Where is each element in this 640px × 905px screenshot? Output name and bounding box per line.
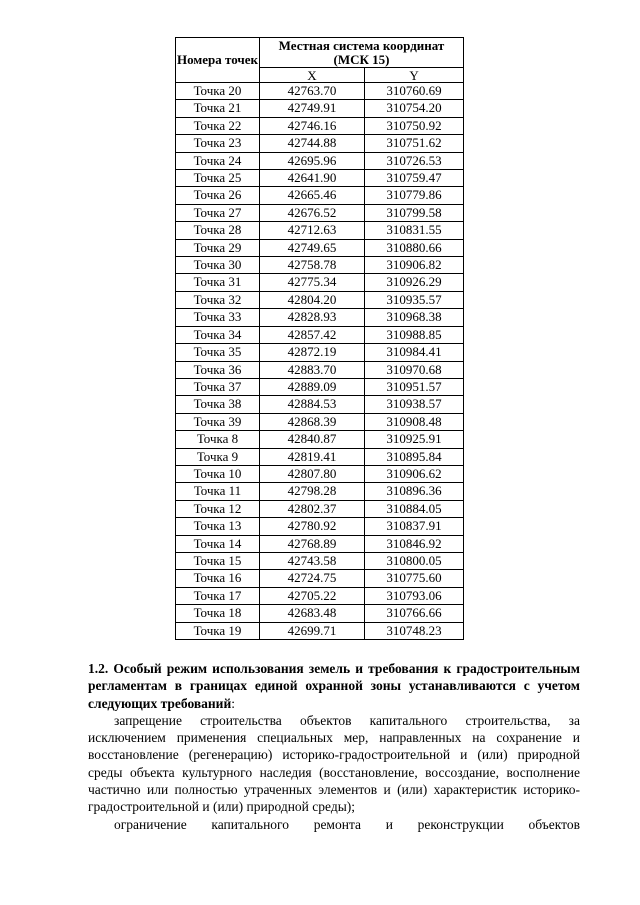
table-row: [176, 187, 464, 204]
y-coordinate-cell: 310759.47: [365, 170, 464, 187]
y-coordinate-cell: 310880.66: [365, 239, 464, 256]
point-name-cell: Точка 36: [176, 361, 260, 378]
header-y: Y: [365, 68, 464, 83]
y-coordinate-cell: 310766.66: [365, 605, 464, 622]
x-coordinate-cell: 42804.20: [260, 291, 365, 308]
table-row: [176, 413, 464, 430]
x-coordinate-cell: 42798.28: [260, 483, 365, 500]
point-name-cell: Точка 28: [176, 222, 260, 239]
table-row: [176, 83, 464, 100]
y-coordinate-cell: 310908.48: [365, 413, 464, 430]
point-name-cell: Точка 34: [176, 326, 260, 343]
x-coordinate-cell: 42780.92: [260, 518, 365, 535]
table-row: [176, 257, 464, 274]
table-row: [176, 587, 464, 604]
table-row: [176, 135, 464, 152]
table-row: [176, 239, 464, 256]
x-coordinate-cell: 42775.34: [260, 274, 365, 291]
x-coordinate-cell: 42641.90: [260, 170, 365, 187]
y-coordinate-cell: 310926.29: [365, 274, 464, 291]
x-coordinate-cell: 42857.42: [260, 326, 365, 343]
table-body: [176, 83, 464, 640]
y-coordinate-cell: 310895.84: [365, 448, 464, 465]
point-name-cell: Точка 39: [176, 413, 260, 430]
point-name-cell: Точка 9: [176, 448, 260, 465]
x-coordinate-cell: 42828.93: [260, 309, 365, 326]
table-row: [176, 500, 464, 517]
y-coordinate-cell: 310754.20: [365, 100, 464, 117]
coordinates-table: [175, 37, 464, 640]
table-row: [176, 361, 464, 378]
y-coordinate-cell: 310751.62: [365, 135, 464, 152]
point-name-cell: Точка 29: [176, 239, 260, 256]
y-coordinate-cell: 310925.91: [365, 431, 464, 448]
x-coordinate-cell: 42884.53: [260, 396, 365, 413]
y-coordinate-cell: 310726.53: [365, 152, 464, 169]
x-coordinate-cell: 42695.96: [260, 152, 365, 169]
x-coordinate-cell: 42676.52: [260, 204, 365, 221]
table-row: [176, 204, 464, 221]
table-row: [176, 152, 464, 169]
point-name-cell: Точка 37: [176, 378, 260, 395]
table-row: [176, 570, 464, 587]
x-coordinate-cell: 42840.87: [260, 431, 365, 448]
point-name-cell: Точка 14: [176, 535, 260, 552]
y-coordinate-cell: 310984.41: [365, 344, 464, 361]
table-row: [176, 100, 464, 117]
x-coordinate-cell: 42819.41: [260, 448, 365, 465]
point-name-cell: Точка 25: [176, 170, 260, 187]
x-coordinate-cell: 42665.46: [260, 187, 365, 204]
y-coordinate-cell: 310846.92: [365, 535, 464, 552]
point-name-cell: Точка 12: [176, 500, 260, 517]
point-name-cell: Точка 21: [176, 100, 260, 117]
x-coordinate-cell: 42868.39: [260, 413, 365, 430]
point-name-cell: Точка 17: [176, 587, 260, 604]
table-row: [176, 552, 464, 569]
point-name-cell: Точка 22: [176, 117, 260, 134]
x-coordinate-cell: 42744.88: [260, 135, 365, 152]
y-coordinate-cell: 310935.57: [365, 291, 464, 308]
header-point-numbers: Номера точек: [176, 38, 260, 83]
y-coordinate-cell: 310799.58: [365, 204, 464, 221]
x-coordinate-cell: 42768.89: [260, 535, 365, 552]
y-coordinate-cell: 310988.85: [365, 326, 464, 343]
point-name-cell: Точка 30: [176, 257, 260, 274]
point-name-cell: Точка 13: [176, 518, 260, 535]
table-row: [176, 448, 464, 465]
point-name-cell: Точка 24: [176, 152, 260, 169]
requirement-paragraph-1: запрещение строительства объектов капитального строительства, за исключением применения специальных мер, направленных на сохранение и восстановление (регенерацию) историко-градостроительной и (или) природной среды объекта культурного наследия (восстановление, воссоздание, восполнение частично или полностью утраченных элементов и (или) характеристик историко-градостроительной и (или) природной среды);: [88, 712, 580, 815]
y-coordinate-cell: 310831.55: [365, 222, 464, 239]
table-row: [176, 535, 464, 552]
x-coordinate-cell: 42724.75: [260, 570, 365, 587]
x-coordinate-cell: 42889.09: [260, 378, 365, 395]
x-coordinate-cell: 42699.71: [260, 622, 365, 639]
y-coordinate-cell: 310775.60: [365, 570, 464, 587]
table-row: [176, 622, 464, 639]
table-row: [176, 518, 464, 535]
x-coordinate-cell: 42802.37: [260, 500, 365, 517]
table-row: [176, 378, 464, 395]
point-name-cell: Точка 20: [176, 83, 260, 100]
table-row: [176, 396, 464, 413]
y-coordinate-cell: 310970.68: [365, 361, 464, 378]
section-heading-colon: :: [231, 695, 235, 711]
section-heading: [88, 660, 580, 712]
table-row: [176, 274, 464, 291]
y-coordinate-cell: 310906.62: [365, 465, 464, 482]
header-x: X: [260, 68, 365, 83]
table-row: [176, 222, 464, 239]
point-name-cell: Точка 26: [176, 187, 260, 204]
y-coordinate-cell: 310760.69: [365, 83, 464, 100]
y-coordinate-cell: 310793.06: [365, 587, 464, 604]
y-coordinate-cell: 310837.91: [365, 518, 464, 535]
table-row: [176, 326, 464, 343]
section-text: [88, 660, 580, 833]
x-coordinate-cell: 42683.48: [260, 605, 365, 622]
x-coordinate-cell: 42749.65: [260, 239, 365, 256]
y-coordinate-cell: 310951.57: [365, 378, 464, 395]
table-row: [176, 465, 464, 482]
section-heading-text: 1.2. Особый режим использования земель и требования к градостроительным регламентам в границах единой охранной зоны устанавливаются с учетом следующих требований: [88, 661, 580, 711]
x-coordinate-cell: 42746.16: [260, 117, 365, 134]
y-coordinate-cell: 310748.23: [365, 622, 464, 639]
y-coordinate-cell: 310896.36: [365, 483, 464, 500]
table-row: [176, 309, 464, 326]
x-coordinate-cell: 42807.80: [260, 465, 365, 482]
x-coordinate-cell: 42872.19: [260, 344, 365, 361]
x-coordinate-cell: 42883.70: [260, 361, 365, 378]
y-coordinate-cell: 310906.82: [365, 257, 464, 274]
point-name-cell: Точка 23: [176, 135, 260, 152]
point-name-cell: Точка 19: [176, 622, 260, 639]
table-row: [176, 483, 464, 500]
y-coordinate-cell: 310750.92: [365, 117, 464, 134]
x-coordinate-cell: 42763.70: [260, 83, 365, 100]
x-coordinate-cell: 42705.22: [260, 587, 365, 604]
point-name-cell: Точка 8: [176, 431, 260, 448]
table-row: [176, 170, 464, 187]
header-coordinate-system: Местная система координат (МСК 15): [260, 38, 464, 68]
x-coordinate-cell: 42758.78: [260, 257, 365, 274]
table-row: [176, 431, 464, 448]
point-name-cell: Точка 10: [176, 465, 260, 482]
table-row: [176, 344, 464, 361]
y-coordinate-cell: 310779.86: [365, 187, 464, 204]
point-name-cell: Точка 15: [176, 552, 260, 569]
y-coordinate-cell: 310884.05: [365, 500, 464, 517]
y-coordinate-cell: 310938.57: [365, 396, 464, 413]
x-coordinate-cell: 42743.58: [260, 552, 365, 569]
point-name-cell: Точка 32: [176, 291, 260, 308]
point-name-cell: Точка 38: [176, 396, 260, 413]
x-coordinate-cell: 42749.91: [260, 100, 365, 117]
point-name-cell: Точка 16: [176, 570, 260, 587]
y-coordinate-cell: 310968.38: [365, 309, 464, 326]
requirement-paragraph-2: ограничение капитального ремонта и реконструкции объектов: [114, 816, 580, 832]
table-row: [176, 117, 464, 134]
point-name-cell: Точка 11: [176, 483, 260, 500]
point-name-cell: Точка 33: [176, 309, 260, 326]
point-name-cell: Точка 27: [176, 204, 260, 221]
x-coordinate-cell: 42712.63: [260, 222, 365, 239]
point-name-cell: Точка 31: [176, 274, 260, 291]
point-name-cell: Точка 35: [176, 344, 260, 361]
table-row: [176, 605, 464, 622]
table-row: [176, 291, 464, 308]
point-name-cell: Точка 18: [176, 605, 260, 622]
y-coordinate-cell: 310800.05: [365, 552, 464, 569]
